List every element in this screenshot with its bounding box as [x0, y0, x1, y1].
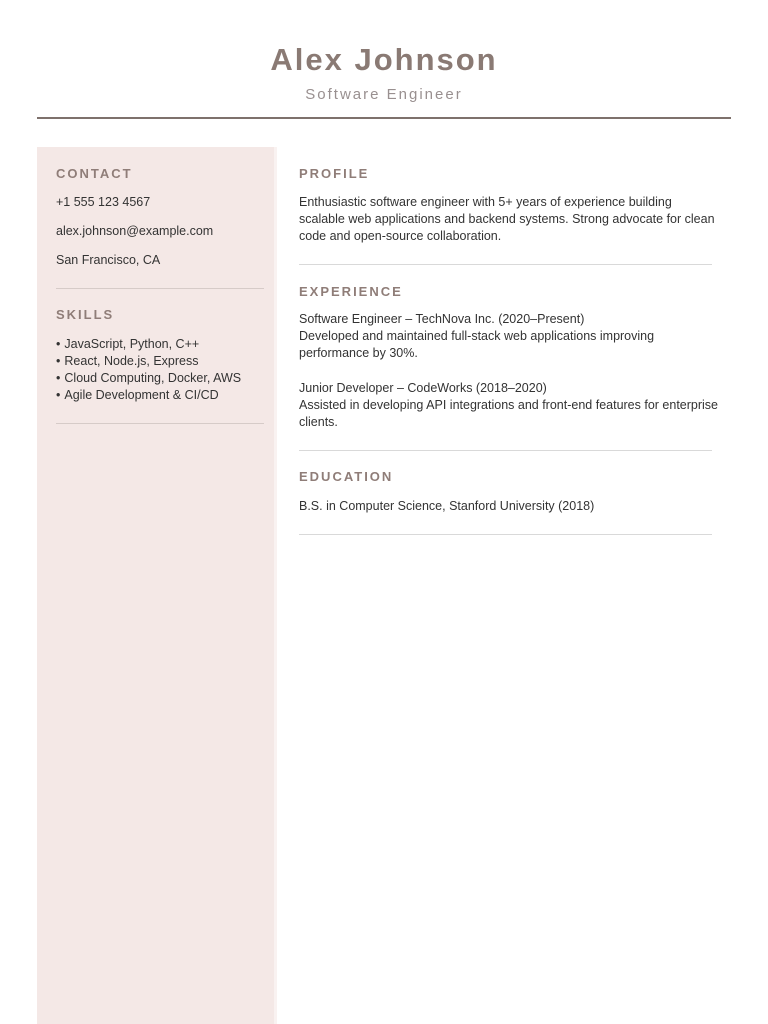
contact-divider	[56, 288, 264, 289]
resume-header	[0, 0, 768, 119]
profile-heading: PROFILE	[299, 166, 370, 181]
experience-description: Developed and maintained full-stack web applications improving performance by 30%.	[299, 329, 655, 360]
profile-text: Enthusiastic software engineer with 5+ years of experience building scalable web applications and backend systems. Strong advocate for clean code and open-source collaboration.	[299, 195, 715, 243]
education-heading: EDUCATION	[299, 469, 394, 484]
experience-item	[299, 311, 719, 362]
experience-item	[299, 380, 719, 431]
experience-divider	[299, 450, 712, 451]
candidate-name: Alex Johnson	[270, 42, 498, 77]
contact-heading: CONTACT	[56, 166, 133, 181]
experience-title: Software Engineer – TechNova Inc. (2020–Present)	[299, 312, 585, 326]
education-divider	[299, 534, 712, 535]
list-item: • Agile Development & CI/CD	[56, 387, 264, 404]
list-item: • Cloud Computing, Docker, AWS	[56, 370, 264, 387]
list-item: • JavaScript, Python, C++	[56, 336, 264, 353]
skills-divider	[56, 423, 264, 424]
contact-location: San Francisco, CA	[56, 253, 161, 267]
contact-email: alex.johnson@example.com	[56, 224, 214, 238]
experience-description: Assisted in developing API integrations and front-end features for enterprise clients.	[299, 398, 719, 429]
list-item: • React, Node.js, Express	[56, 353, 264, 370]
experience-title: Junior Developer – CodeWorks (2018–2020)	[299, 381, 547, 395]
experience-heading: EXPERIENCE	[299, 284, 403, 299]
sidebar	[37, 147, 274, 1024]
education-text: B.S. in Computer Science, Stanford University (2018)	[299, 499, 595, 513]
sidebar-edge	[274, 147, 277, 1024]
skills-heading: SKILLS	[56, 307, 115, 322]
profile-divider	[299, 264, 712, 265]
header-divider	[37, 117, 731, 119]
skills-list	[56, 336, 264, 404]
contact-phone: +1 555 123 4567	[56, 195, 151, 209]
candidate-title: Software Engineer	[305, 86, 463, 103]
